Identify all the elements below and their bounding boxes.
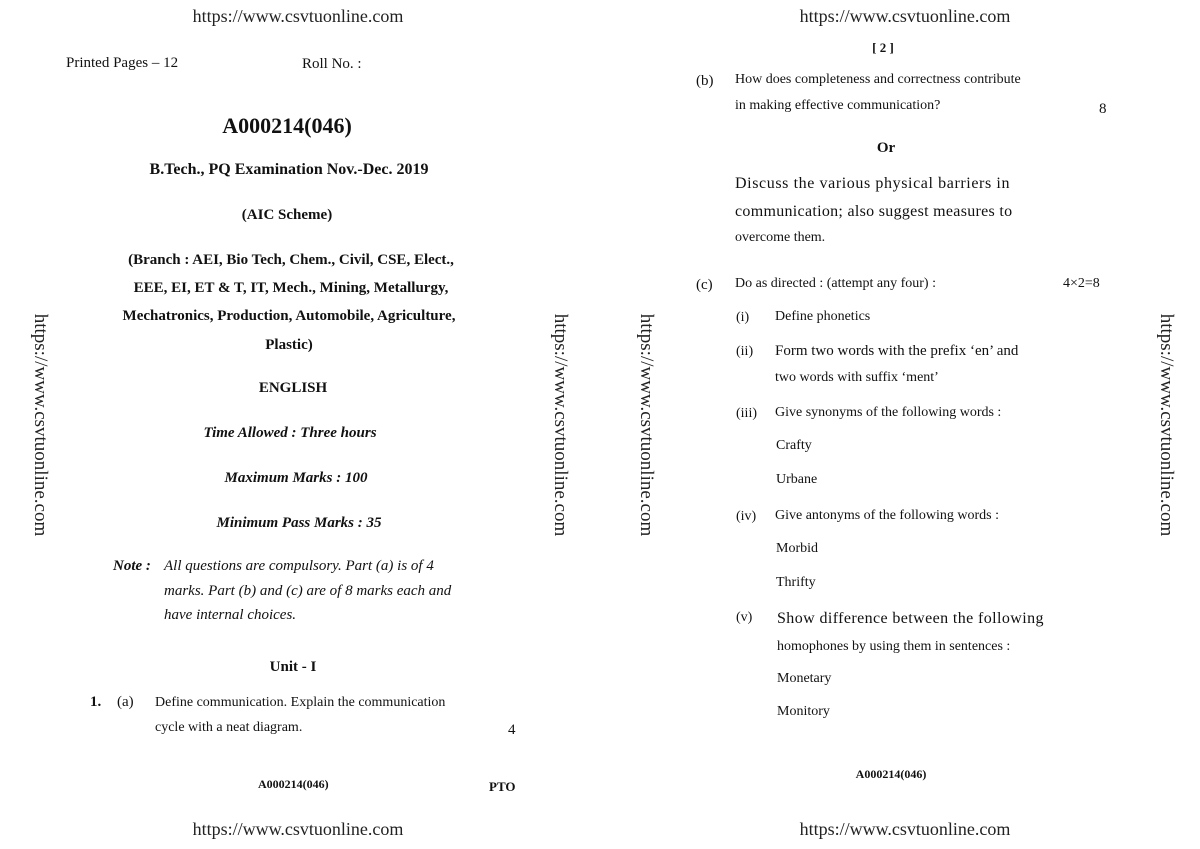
unit-heading: Unit - I	[269, 659, 317, 675]
bottom-watermark-url: https://www.csvtuonline.com	[192, 819, 404, 839]
sub-item-text: Give synonyms of the following words :	[775, 405, 1002, 420]
sub-item-number: (ii)	[736, 344, 754, 359]
question-text: cycle with a neat diagram.	[155, 720, 303, 735]
subject: ENGLISH	[258, 380, 328, 396]
roll-no-label: Roll No. :	[302, 56, 362, 72]
question-marks: 4×2=8	[1063, 276, 1100, 291]
sub-item-text: homophones by using them in sentences :	[777, 639, 1011, 654]
branch-line: EEE, EI, ET & T, IT, Mech., Mining, Metallurgy,	[133, 280, 449, 296]
page-number: [ 2 ]	[872, 40, 894, 55]
time-allowed: Time Allowed : Three hours	[203, 425, 377, 441]
sub-item-text: Give antonyms of the following words :	[775, 508, 999, 523]
minimum-pass-marks: Minimum Pass Marks : 35	[216, 515, 382, 531]
sub-item-word: Morbid	[776, 541, 818, 556]
paper-code: A000214(046)	[222, 113, 352, 138]
branch-line: Mechatronics, Production, Automobile, Agriculture,	[122, 308, 456, 324]
question-text: in making effective communication?	[735, 98, 941, 113]
sub-item-word: Urbane	[776, 472, 818, 487]
question-number: 1.	[90, 694, 102, 710]
question-part-label: (b)	[696, 73, 714, 89]
maximum-marks: Maximum Marks : 100	[224, 470, 368, 486]
sub-item-word: Monitory	[777, 704, 830, 719]
bottom-watermark-url: https://www.csvtuonline.com	[799, 819, 1011, 839]
note-line: marks. Part (b) and (c) are of 8 marks each and	[164, 583, 452, 599]
question-part-label: (c)	[696, 277, 713, 293]
branch-line: Plastic)	[265, 337, 313, 353]
exam-page-2	[600, 0, 1200, 849]
branch-line: (Branch : AEI, Bio Tech, Chem., Civil, CSE, Elect.,	[128, 252, 454, 268]
sub-item-number: (i)	[736, 310, 750, 325]
exam-title: B.Tech., PQ Examination Nov.-Dec. 2019	[149, 161, 429, 178]
footer-pto: PTO	[489, 779, 516, 794]
question-text: Define communication. Explain the communication	[155, 695, 446, 710]
note-line: have internal choices.	[164, 607, 297, 623]
sub-item-text: Show difference between the following	[777, 610, 1044, 627]
question-text: How does completeness and correctness contribute	[735, 72, 1021, 87]
or-separator: Or	[876, 140, 896, 156]
alternate-question-text: Discuss the various physical barriers in	[735, 175, 1011, 192]
alternate-question-text: overcome them.	[735, 230, 826, 245]
sub-item-number: (v)	[736, 610, 753, 625]
note-line: All questions are compulsory. Part (a) is of 4	[164, 558, 434, 574]
sub-item-word: Crafty	[776, 438, 812, 453]
top-watermark-url: https://www.csvtuonline.com	[192, 6, 404, 26]
sub-item-text: two words with suffix ‘ment’	[775, 370, 939, 385]
sub-item-number: (iv)	[736, 509, 757, 524]
left-side-watermark-url: https://www.csvtuonline.com	[636, 313, 657, 537]
right-side-watermark-url: https://www.csvtuonline.com	[1156, 313, 1177, 537]
right-side-watermark-url: https://www.csvtuonline.com	[550, 313, 571, 537]
sub-item-number: (iii)	[736, 406, 757, 421]
footer-paper-code: A000214(046)	[258, 777, 329, 791]
scheme: (AIC Scheme)	[241, 207, 333, 223]
sub-item-text: Form two words with the prefix ‘en’ and	[775, 343, 1019, 359]
top-watermark-url: https://www.csvtuonline.com	[799, 6, 1011, 26]
sub-item-text: Define phonetics	[775, 309, 871, 324]
sub-item-word: Monetary	[777, 671, 832, 686]
question-marks: 4	[508, 722, 516, 738]
alternate-question-text: communication; also suggest measures to	[735, 203, 1013, 220]
note-label: Note :	[113, 558, 151, 574]
question-marks: 8	[1099, 101, 1107, 117]
question-part-label: (a)	[117, 694, 134, 710]
left-side-watermark-url: https://www.csvtuonline.com	[30, 313, 51, 537]
footer-paper-code: A000214(046)	[855, 767, 927, 781]
sub-item-word: Thrifty	[776, 575, 816, 590]
question-text: Do as directed : (attempt any four) :	[735, 276, 936, 291]
printed-pages: Printed Pages – 12	[66, 55, 179, 71]
